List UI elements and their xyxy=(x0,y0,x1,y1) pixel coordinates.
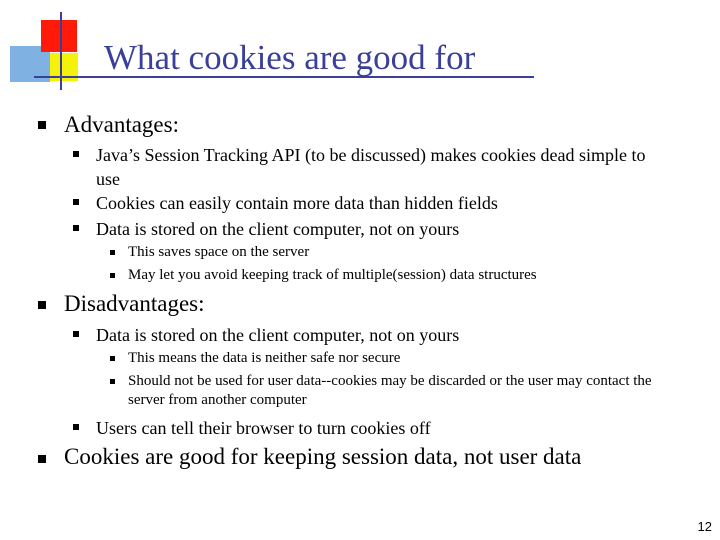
bullet-square-icon xyxy=(110,250,115,255)
advantage-item: Data is stored on the client computer, not on yours xyxy=(96,219,460,239)
disadvantage-item: Data is stored on the client computer, not on yours xyxy=(96,325,460,345)
disadvantages-heading: Disadvantages: xyxy=(64,291,205,316)
advantage-item: Cookies can easily contain more data than hidden fields xyxy=(96,193,498,213)
advantage-item: Java’s Session Tracking API (to be discussed) makes cookies dead simple to use xyxy=(96,145,646,189)
bullet-square-icon xyxy=(73,199,79,205)
logo-red-square xyxy=(41,20,77,52)
bullet-square-icon xyxy=(38,121,46,129)
bullet-square-icon xyxy=(110,273,115,278)
bullet-square-icon xyxy=(38,301,46,309)
bullet-square-icon xyxy=(110,379,115,384)
logo-vertical-line xyxy=(60,12,62,90)
bullet-square-icon xyxy=(73,331,79,337)
disadvantage-subitem: Should not be used for user data--cookies may be discarded or the user may contact the server from another computer xyxy=(128,373,652,408)
bullet-square-icon xyxy=(73,424,79,430)
advantage-subitem: May let you avoid keeping track of multiple(session) data structures xyxy=(128,267,537,283)
bullet-square-icon xyxy=(73,151,79,157)
slide-logo-decoration xyxy=(0,0,120,100)
conclusion-text: Cookies are good for keeping session data, not user data xyxy=(64,444,582,469)
advantages-heading: Advantages: xyxy=(64,112,179,137)
advantage-subitem: This saves space on the server xyxy=(128,244,310,260)
disadvantage-subitem: This means the data is neither safe nor secure xyxy=(128,350,401,366)
bullet-square-icon xyxy=(110,356,115,361)
bullet-square-icon xyxy=(38,455,46,463)
page-number: 12 xyxy=(697,519,712,534)
slide-title: What cookies are good for xyxy=(104,38,476,77)
disadvantage-item: Users can tell their browser to turn cookies off xyxy=(96,418,431,438)
bullet-square-icon xyxy=(73,225,79,231)
